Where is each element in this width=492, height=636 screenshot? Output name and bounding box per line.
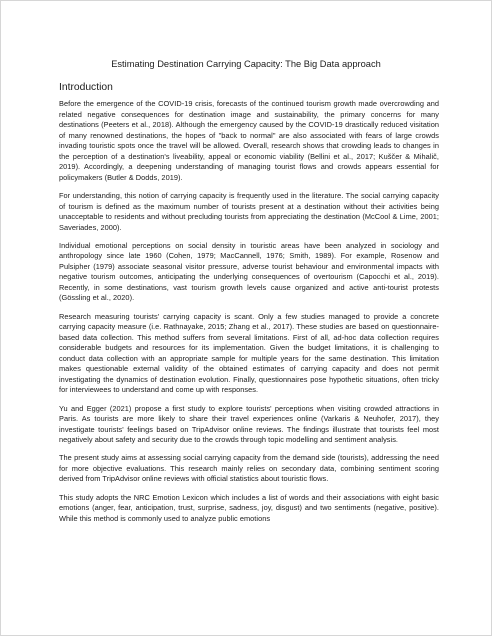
section-heading-introduction: Introduction (59, 82, 113, 93)
paragraph: For understanding, this notion of carrying capacity is frequently used in the literature. The social carrying capacity of tourism is defined as the maximum number of tourists present at a destination without their activities being unacceptable to residents and without precluding tourists from appreciating the destination (McCool & Lime, 2001; Saveriades, 2000). (59, 190, 439, 232)
paragraph: The present study aims at assessing social carrying capacity from the demand side (tourists), addressing the need for more objective evaluations. This research mainly relies on secondary data, combining sentiment scoring derived from TripAdvisor online reviews with official statistics about touristic flows. (59, 453, 439, 484)
paragraph: This study adopts the NRC Emotion Lexicon which includes a list of words and their associations with eight basic emotions (anger, fear, anticipation, trust, surprise, sadness, joy, disgust) and two sentiments (negative, positive). While this method is commonly used to analyze public emotions (59, 492, 439, 523)
paragraph: Yu and Egger (2021) propose a first study to explore tourists' perceptions when visiting crowded attractions in Paris. As tourists are more likely to share their travel experiences online (Varkaris & Neuhofer, 2017), they investigate tourists' feelings based on TripAdvisor online reviews. The findings illustrate that tourists feel most negatively about safety and security due to the crowds through topic modelling and sentiment analysis. (59, 403, 439, 445)
paragraph: Individual emotional perceptions on social density in touristic areas have been analyzed in sociology and anthropology since late 1960 (Cohen, 1979; MacCannell, 1976; Smith, 1989). For example, Rosenow and Pulsipher (1979) associate seasonal visitor pressure, adverse tourist behaviour and environmental impacts with negative tourism outcomes, anticipating the underlying consequences of overtourism (Capocchi et al., 2019). Recently, in some destinations, vast tourism growth levels cause organized and active anti-tourist protests (Gössling et al., 2020). (59, 240, 439, 303)
paragraph: Before the emergence of the COVID-19 crisis, forecasts of the continued tourism growth made overcrowding and related negative consequences for destination image and sustainability, the primary concerns for many destinations (Peeters et al., 2018). Although the emergency caused by the COVID-19 drastically reduced visitation of many renowned destinations, the hopes of "back to normal" are also associated with fears of large crowds invading touristic spots once the travel will be allowed. Overall, research shows that crowding leads to changes in the perception of a destination's liveability, appeal or economic viability (Bellini et al., 2017; Kuščer & Mihalič, 2019). Accordingly, a deepening understanding of managing tourist flows and crowds appears essential for policymakers (Butler & Dodds, 2019). (59, 99, 439, 182)
paper-title: Estimating Destination Carrying Capacity: The Big Data approach (111, 59, 381, 69)
body-text (59, 99, 439, 532)
paragraph: Research measuring tourists' carrying capacity is scant. Only a few studies managed to provide a concrete carrying capacity measure (i.e. Rathnayake, 2015; Zhang et al., 2017). These studies are based on questionnaire-based data collection. This method suffers from several limitations. First of all, ad-hoc data collection requires considerable budgets and resources for its implementation. Given the budget limitations, it is challenging to conduct data collection with an appropriate sample for multiple years for the same destination. This limitation makes questionable external validity of the obtained estimates of carrying capacity and does not permit investigating the dynamics of destination evolution. Finally, questionnaires pose hypothetic situations, often tricky for interviewees to understand and come up with responses. (59, 311, 439, 395)
